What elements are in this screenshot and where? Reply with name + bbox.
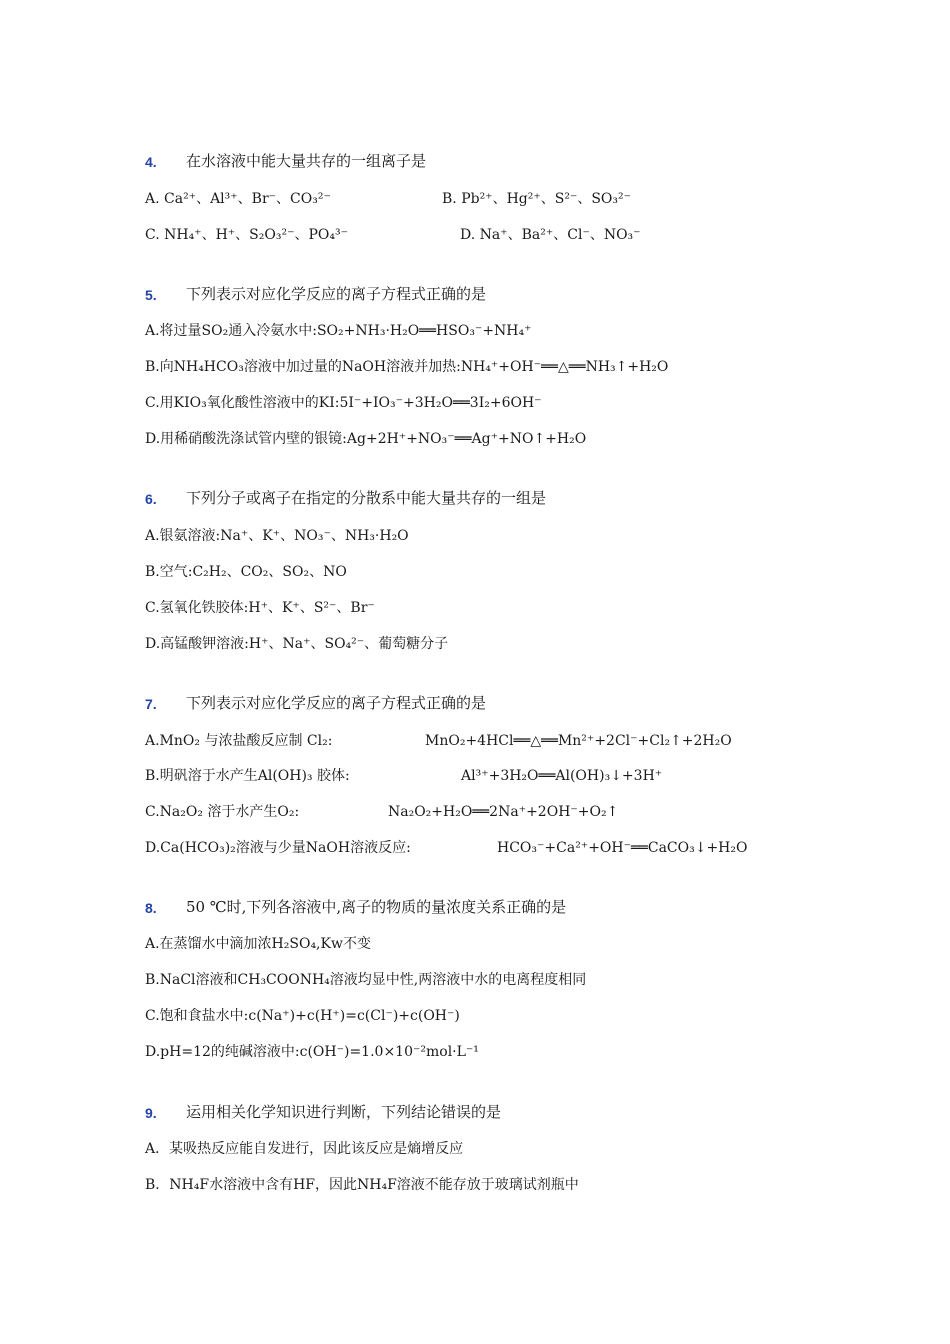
question-6-number: 6. xyxy=(145,491,157,507)
question-4-option-b: B. Pb²⁺、Hg²⁺、S²⁻、SO₃²⁻ xyxy=(442,191,632,207)
question-4-option-d: D. Na⁺、Ba²⁺、Cl⁻、NO₃⁻ xyxy=(460,227,641,243)
question-6-option-a: A.银氨溶液:Na⁺、K⁺、NO₃⁻、NH₃·H₂O xyxy=(145,528,409,544)
question-9-number: 9. xyxy=(145,1105,157,1121)
question-4-number: 4. xyxy=(145,154,157,170)
question-8-number: 8. xyxy=(145,900,157,916)
question-6-option-b: B.空气:C₂H₂、CO₂、SO₂、NO xyxy=(145,564,347,580)
question-9-stem: 运用相关化学知识进行判断，下列结论错误的是 xyxy=(186,1103,502,1121)
question-7-option-a-equation: MnO₂+4HCl══△══Mn²⁺+2Cl⁻+Cl₂↑+2H₂O xyxy=(425,733,732,749)
question-9-option-a: A．某吸热反应能自发进行，因此该反应是熵增反应 xyxy=(145,1141,464,1157)
question-8-stem: 50 ℃时,下列各溶液中,离子的物质的量浓度关系正确的是 xyxy=(186,898,567,916)
question-5-option-c: C.用KIO₃氧化酸性溶液中的KI:5I⁻+IO₃⁻+3H₂O══3I₂+6OH⁻ xyxy=(145,395,542,411)
question-6-option-c: C.氢氧化铁胶体:H⁺、K⁺、S²⁻、Br⁻ xyxy=(145,600,375,616)
question-4-option-a: A. Ca²⁺、Al³⁺、Br⁻、CO₃²⁻ xyxy=(145,191,331,207)
question-7-option-b-equation: Al³⁺+3H₂O══Al(OH)₃↓+3H⁺ xyxy=(461,768,663,784)
question-9-option-b: B．NH₄F水溶液中含有HF，因此NH₄F溶液不能存放于玻璃试剂瓶中 xyxy=(145,1177,579,1193)
question-7-number: 7. xyxy=(145,696,157,712)
question-8-option-d: D.pH=12的纯碱溶液中:c(OH⁻)=1.0×10⁻²mol·L⁻¹ xyxy=(145,1044,479,1060)
question-6-option-d: D.高锰酸钾溶液:H⁺、Na⁺、SO₄²⁻、葡萄糖分子 xyxy=(145,636,449,652)
question-7-option-b-text: B.明矾溶于水产生Al(OH)₃ 胶体: xyxy=(145,768,350,784)
question-7-option-d-equation: HCO₃⁻+Ca²⁺+OH⁻══CaCO₃↓+H₂O xyxy=(497,840,748,856)
question-8-option-a: A.在蒸馏水中滴加浓H₂SO₄,Kw不变 xyxy=(145,936,371,952)
question-7-option-c-equation: Na₂O₂+H₂O══2Na⁺+2OH⁻+O₂↑ xyxy=(388,804,619,820)
question-6-stem: 下列分子或离子在指定的分散系中能大量共存的一组是 xyxy=(186,489,547,507)
question-7-stem: 下列表示对应化学反应的离子方程式正确的是 xyxy=(186,694,487,712)
question-7-option-d-text: D.Ca(HCO₃)₂溶液与少量NaOH溶液反应: xyxy=(145,840,411,856)
question-5-option-a: A.将过量SO₂通入冷氨水中:SO₂+NH₃·H₂O══HSO₃⁻+NH₄⁺ xyxy=(145,323,532,339)
question-5-stem: 下列表示对应化学反应的离子方程式正确的是 xyxy=(186,285,487,303)
question-5-option-d: D.用稀硝酸洗涤试管内壁的银镜:Ag+2H⁺+NO₃⁻══Ag⁺+NO↑+H₂O xyxy=(145,431,587,447)
question-4-option-c: C. NH₄⁺、H⁺、S₂O₃²⁻、PO₄³⁻ xyxy=(145,227,348,243)
question-4-stem: 在水溶液中能大量共存的一组离子是 xyxy=(186,152,427,170)
question-8-option-c: C.饱和食盐水中:c(Na⁺)+c(H⁺)=c(Cl⁻)+c(OH⁻) xyxy=(145,1008,460,1024)
question-7-option-a-text: A.MnO₂ 与浓盐酸反应制 Cl₂: xyxy=(145,733,333,749)
question-8-option-b: B.NaCl溶液和CH₃COONH₄溶液均显中性,两溶液中水的电离程度相同 xyxy=(145,972,587,988)
question-5-number: 5. xyxy=(145,287,157,303)
question-7-option-c-text: C.Na₂O₂ 溶于水产生O₂: xyxy=(145,804,300,820)
question-5-option-b: B.向NH₄HCO₃溶液中加过量的NaOH溶液并加热:NH₄⁺+OH⁻══△══NH₃↑+H₂O xyxy=(145,359,669,375)
